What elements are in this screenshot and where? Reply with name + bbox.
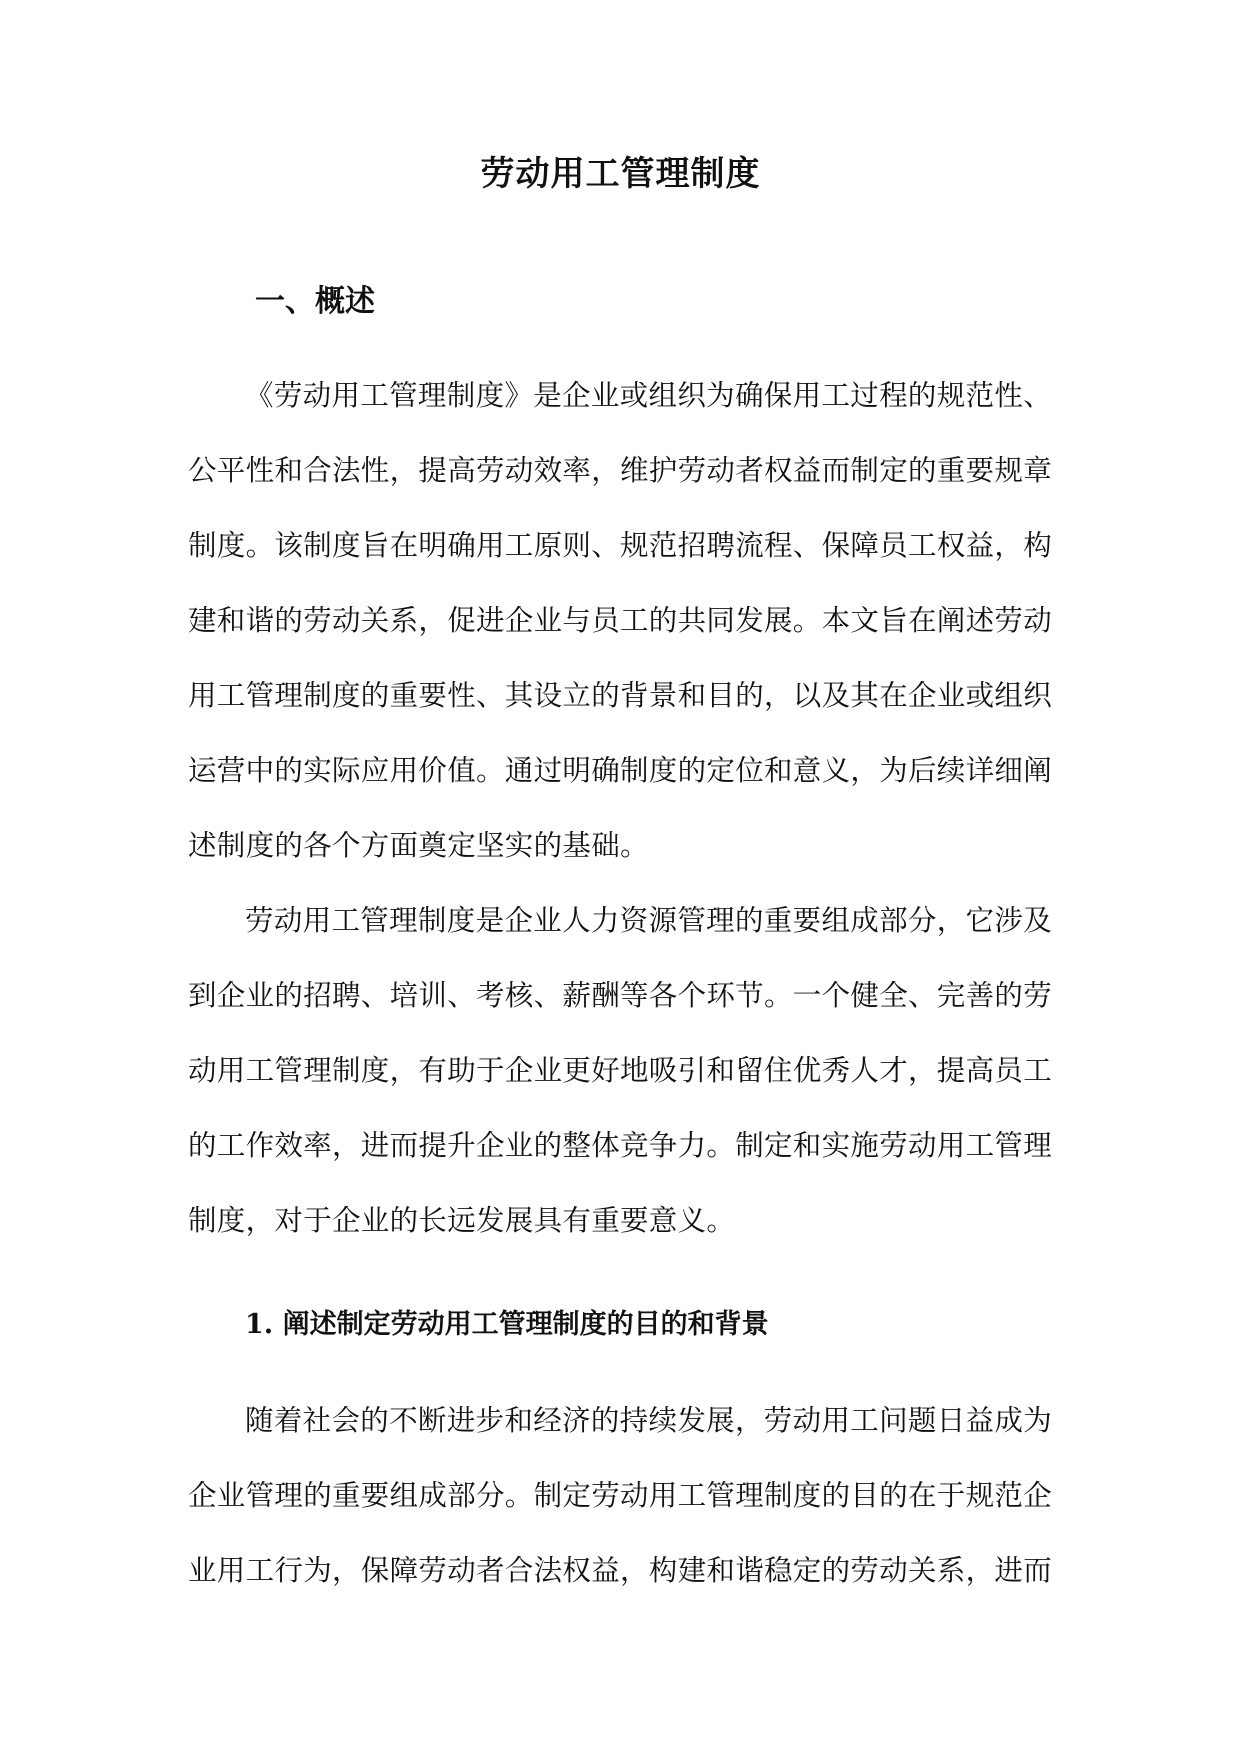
section-heading-overview: 一、概述 (255, 284, 375, 319)
paragraph-overview-1: 《劳动用工管理制度》是企业或组织为确保用工过程的规范性、公平性和合法性，提高劳动效率，维护劳动者权益而制定的重要规章制度。该制度旨在明确用工原则、规范招聘流程、保障员工权益，构建和谐的劳动关系，促进企业与员工的共同发展。本文旨在阐述劳动用工管理制度的重要性、其设立的背景和目的，以及其在企业或组织运营中的实际应用价值。通过明确制度的定位和意义，为后续详细阐述制度的各个方面奠定坚实的基础。 (188, 379, 1053, 862)
document-title: 劳动用工管理制度 (480, 154, 761, 194)
paragraph-overview-2: 劳动用工管理制度是企业人力资源管理的重要组成部分，它涉及到企业的招聘、培训、考核、薪酬等各个环节。一个健全、完善的劳动用工管理制度，有助于企业更好地吸引和留住优秀人才，提高员工的工作效率，进而提升企业的整体竞争力。制定和实施劳动用工管理制度，对于企业的长远发展具有重要意义。 (188, 904, 1053, 1237)
subsection-heading-purpose: 1. 阐述制定劳动用工管理制度的目的和背景 (245, 1309, 769, 1340)
paragraph-purpose-1: 随着社会的不断进步和经济的持续发展，劳动用工问题日益成为企业管理的重要组成部分。制定劳动用工管理制度的目的在于规范企业用工行为，保障劳动者合法权益，构建和谐稳定的劳动关系，进而 (188, 1404, 1053, 1587)
